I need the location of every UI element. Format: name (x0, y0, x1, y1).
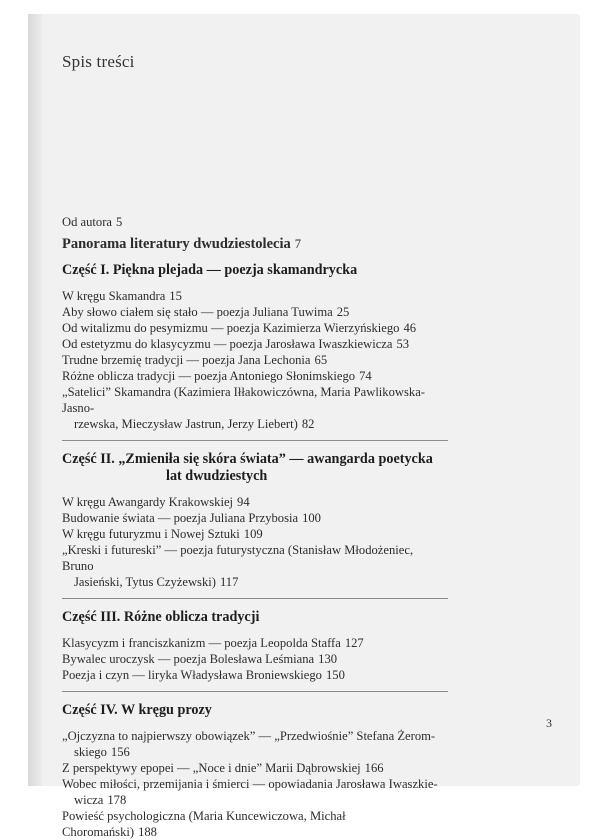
toc-entry-label: Wobec miłości, przemijania i śmierci — opowiadania Jarosława Iwaszkie- (62, 777, 438, 791)
toc-entry-label: Poezja i czyn — liryka Władysława Broniewskiego (62, 668, 322, 682)
toc-entry-line-wrap (62, 511, 321, 525)
toc-entry (62, 288, 442, 304)
section-title (62, 451, 442, 485)
toc-entry-page: 53 (396, 337, 410, 351)
toc-entry-label: Od autora (62, 215, 113, 229)
toc-entry-label: W kręgu Skamandra (62, 289, 166, 303)
toc-entry-page: 46 (403, 321, 417, 335)
toc-entry-label: Bywalec uroczysk — poezja Bolesława Leśmiana (62, 652, 315, 666)
toc-entry-line-wrap (62, 652, 337, 666)
section-divider (62, 440, 448, 441)
page-number: 3 (546, 716, 552, 730)
section-divider (62, 691, 448, 692)
toc-entry-label: Różne oblicza tradycji — poezja Antoniego Słonimskiego (62, 369, 356, 383)
table-of-contents (62, 214, 442, 840)
toc-entry-line-wrap (62, 761, 384, 775)
section-title-line: Część IV. W kręgu prozy (62, 702, 212, 718)
toc-entry-label: „Ojczyzna to najpierwszy obowiązek” — „Przedwiośnie” Stefana Żerom- (62, 729, 436, 743)
toc-sections (62, 262, 442, 840)
toc-entry (62, 651, 442, 667)
toc-entry-line-wrap (62, 527, 263, 541)
toc-entry (62, 510, 442, 526)
toc-entry-page: 150 (325, 668, 345, 682)
section-title-line: Część I. Piękna plejada — poezja skamandrycka (62, 262, 358, 278)
page-gutter (28, 14, 42, 786)
toc-entry-page: 65 (314, 353, 328, 367)
toc-entry-line-wrap (62, 636, 364, 650)
toc-entry-label: skiego (74, 745, 107, 759)
toc-entry (62, 542, 442, 590)
toc-entry (62, 808, 442, 840)
toc-entry-label: Od estetyzmu do klasycyzmu — poezja Jarosława Iwaszkiewicza (62, 337, 393, 351)
toc-entry-label: „Kreski i futureski” — poezja futurystyczna (Stanisław Młodożeniec, Bruno (62, 543, 414, 573)
toc-entry-page: 166 (364, 761, 384, 775)
toc-entry (62, 667, 442, 683)
toc-entry (62, 728, 442, 760)
section-title-line: Część II. „Zmieniła się skóra świata” — awangarda poetycka (62, 451, 433, 467)
toc-entry-panorama (62, 236, 442, 252)
toc-entry-page: 82 (301, 417, 315, 431)
toc-entry-label: Trudne brzemię tradycji — poezja Jana Lechonia (62, 353, 311, 367)
toc-entry (62, 494, 442, 510)
toc-section (62, 702, 442, 840)
toc-entry-page: 188 (138, 825, 157, 839)
toc-entry-page: 109 (243, 527, 263, 541)
toc-entry-label: Klasycyzm i franciszkanizm — poezja Leopolda Staffa (62, 636, 341, 650)
toc-entry-line-wrap (62, 809, 346, 839)
toc-entry (62, 635, 442, 651)
toc-entry-label: Aby słowo ciałem się stało — poezja Juliana Tuwima (62, 305, 333, 319)
toc-entry-page: 5 (116, 215, 123, 229)
toc-entry-line-wrap (62, 353, 327, 367)
section-title (62, 702, 442, 719)
toc-entry (62, 336, 442, 352)
toc-entry-page: 94 (237, 495, 250, 509)
toc-entry-label: wicza (74, 793, 104, 807)
toc-entry-page: 74 (359, 369, 372, 383)
toc-entry-page: 7 (294, 237, 302, 251)
page-title: Spis treści (62, 52, 135, 71)
section-title-line: lat dwudziestych (166, 468, 268, 484)
toc-entry-page: 25 (336, 305, 350, 319)
toc-entry-line-wrap (62, 668, 345, 682)
toc-entry (62, 352, 442, 368)
toc-section (62, 609, 442, 683)
toc-entry (62, 760, 442, 776)
toc-entry-line-wrap (62, 289, 182, 303)
toc-entry-line-wrap (62, 574, 442, 590)
toc-entry (62, 368, 442, 384)
toc-entry-line-wrap (62, 305, 349, 319)
toc-entry-page: 178 (107, 793, 127, 807)
toc-entry-page: 156 (110, 745, 130, 759)
toc-entry-label: rzewska, Mieczysław Jastrun, Jerzy Liebert) (74, 417, 298, 431)
toc-entry (62, 526, 442, 542)
section-title-line: Część III. Różne oblicza tradycji (62, 609, 260, 625)
toc-entry-page: 15 (169, 289, 182, 303)
toc-section (62, 262, 442, 432)
toc-entry (62, 304, 442, 320)
toc-section (62, 451, 442, 590)
toc-entry-label: W kręgu futuryzmu i Nowej Sztuki (62, 527, 240, 541)
toc-entry (62, 384, 442, 432)
toc-entry-label: Powieść psychologiczna (Maria Kuncewiczowa, Michał Choromański) (62, 809, 346, 839)
toc-entry-page: 130 (318, 652, 338, 666)
toc-entry-label: Z perspektywy epopei — „Noce i dnie” Marii Dąbrowskiej (62, 761, 361, 775)
toc-entry-intro (62, 214, 442, 230)
toc-entry-label: Budowanie świata — poezja Juliana Przybosia (62, 511, 299, 525)
toc-entry-line-wrap (62, 416, 442, 432)
toc-entry-line-wrap (62, 744, 442, 760)
toc-entry-line-wrap (62, 792, 442, 808)
toc-entry-page: 117 (219, 575, 239, 589)
toc-entry-page: 127 (344, 636, 364, 650)
section-divider (62, 598, 448, 599)
section-title (62, 262, 442, 279)
toc-entry-label: W kręgu Awangardy Krakowskiej (62, 495, 234, 509)
toc-entry-line-wrap (62, 337, 409, 351)
toc-entry (62, 776, 442, 808)
toc-entry-label: Jasieński, Tytus Czyżewski) (74, 575, 216, 589)
toc-entry-line-wrap (62, 495, 250, 509)
toc-entry (62, 320, 442, 336)
toc-entry-label: Od witalizmu do pesymizmu — poezja Kazimierza Wierzyńskiego (62, 321, 400, 335)
toc-entry-label: Panorama literatury dwudziestolecia (62, 236, 291, 252)
toc-entry-line-wrap (62, 321, 416, 335)
toc-entry-line-wrap (62, 369, 372, 383)
toc-entry-label: „Satelici” Skamandra (Kazimiera Iłłakowiczówna, Maria Pawlikowska-Jasno- (62, 385, 425, 415)
toc-entry-page: 100 (302, 511, 321, 525)
section-title (62, 609, 442, 626)
